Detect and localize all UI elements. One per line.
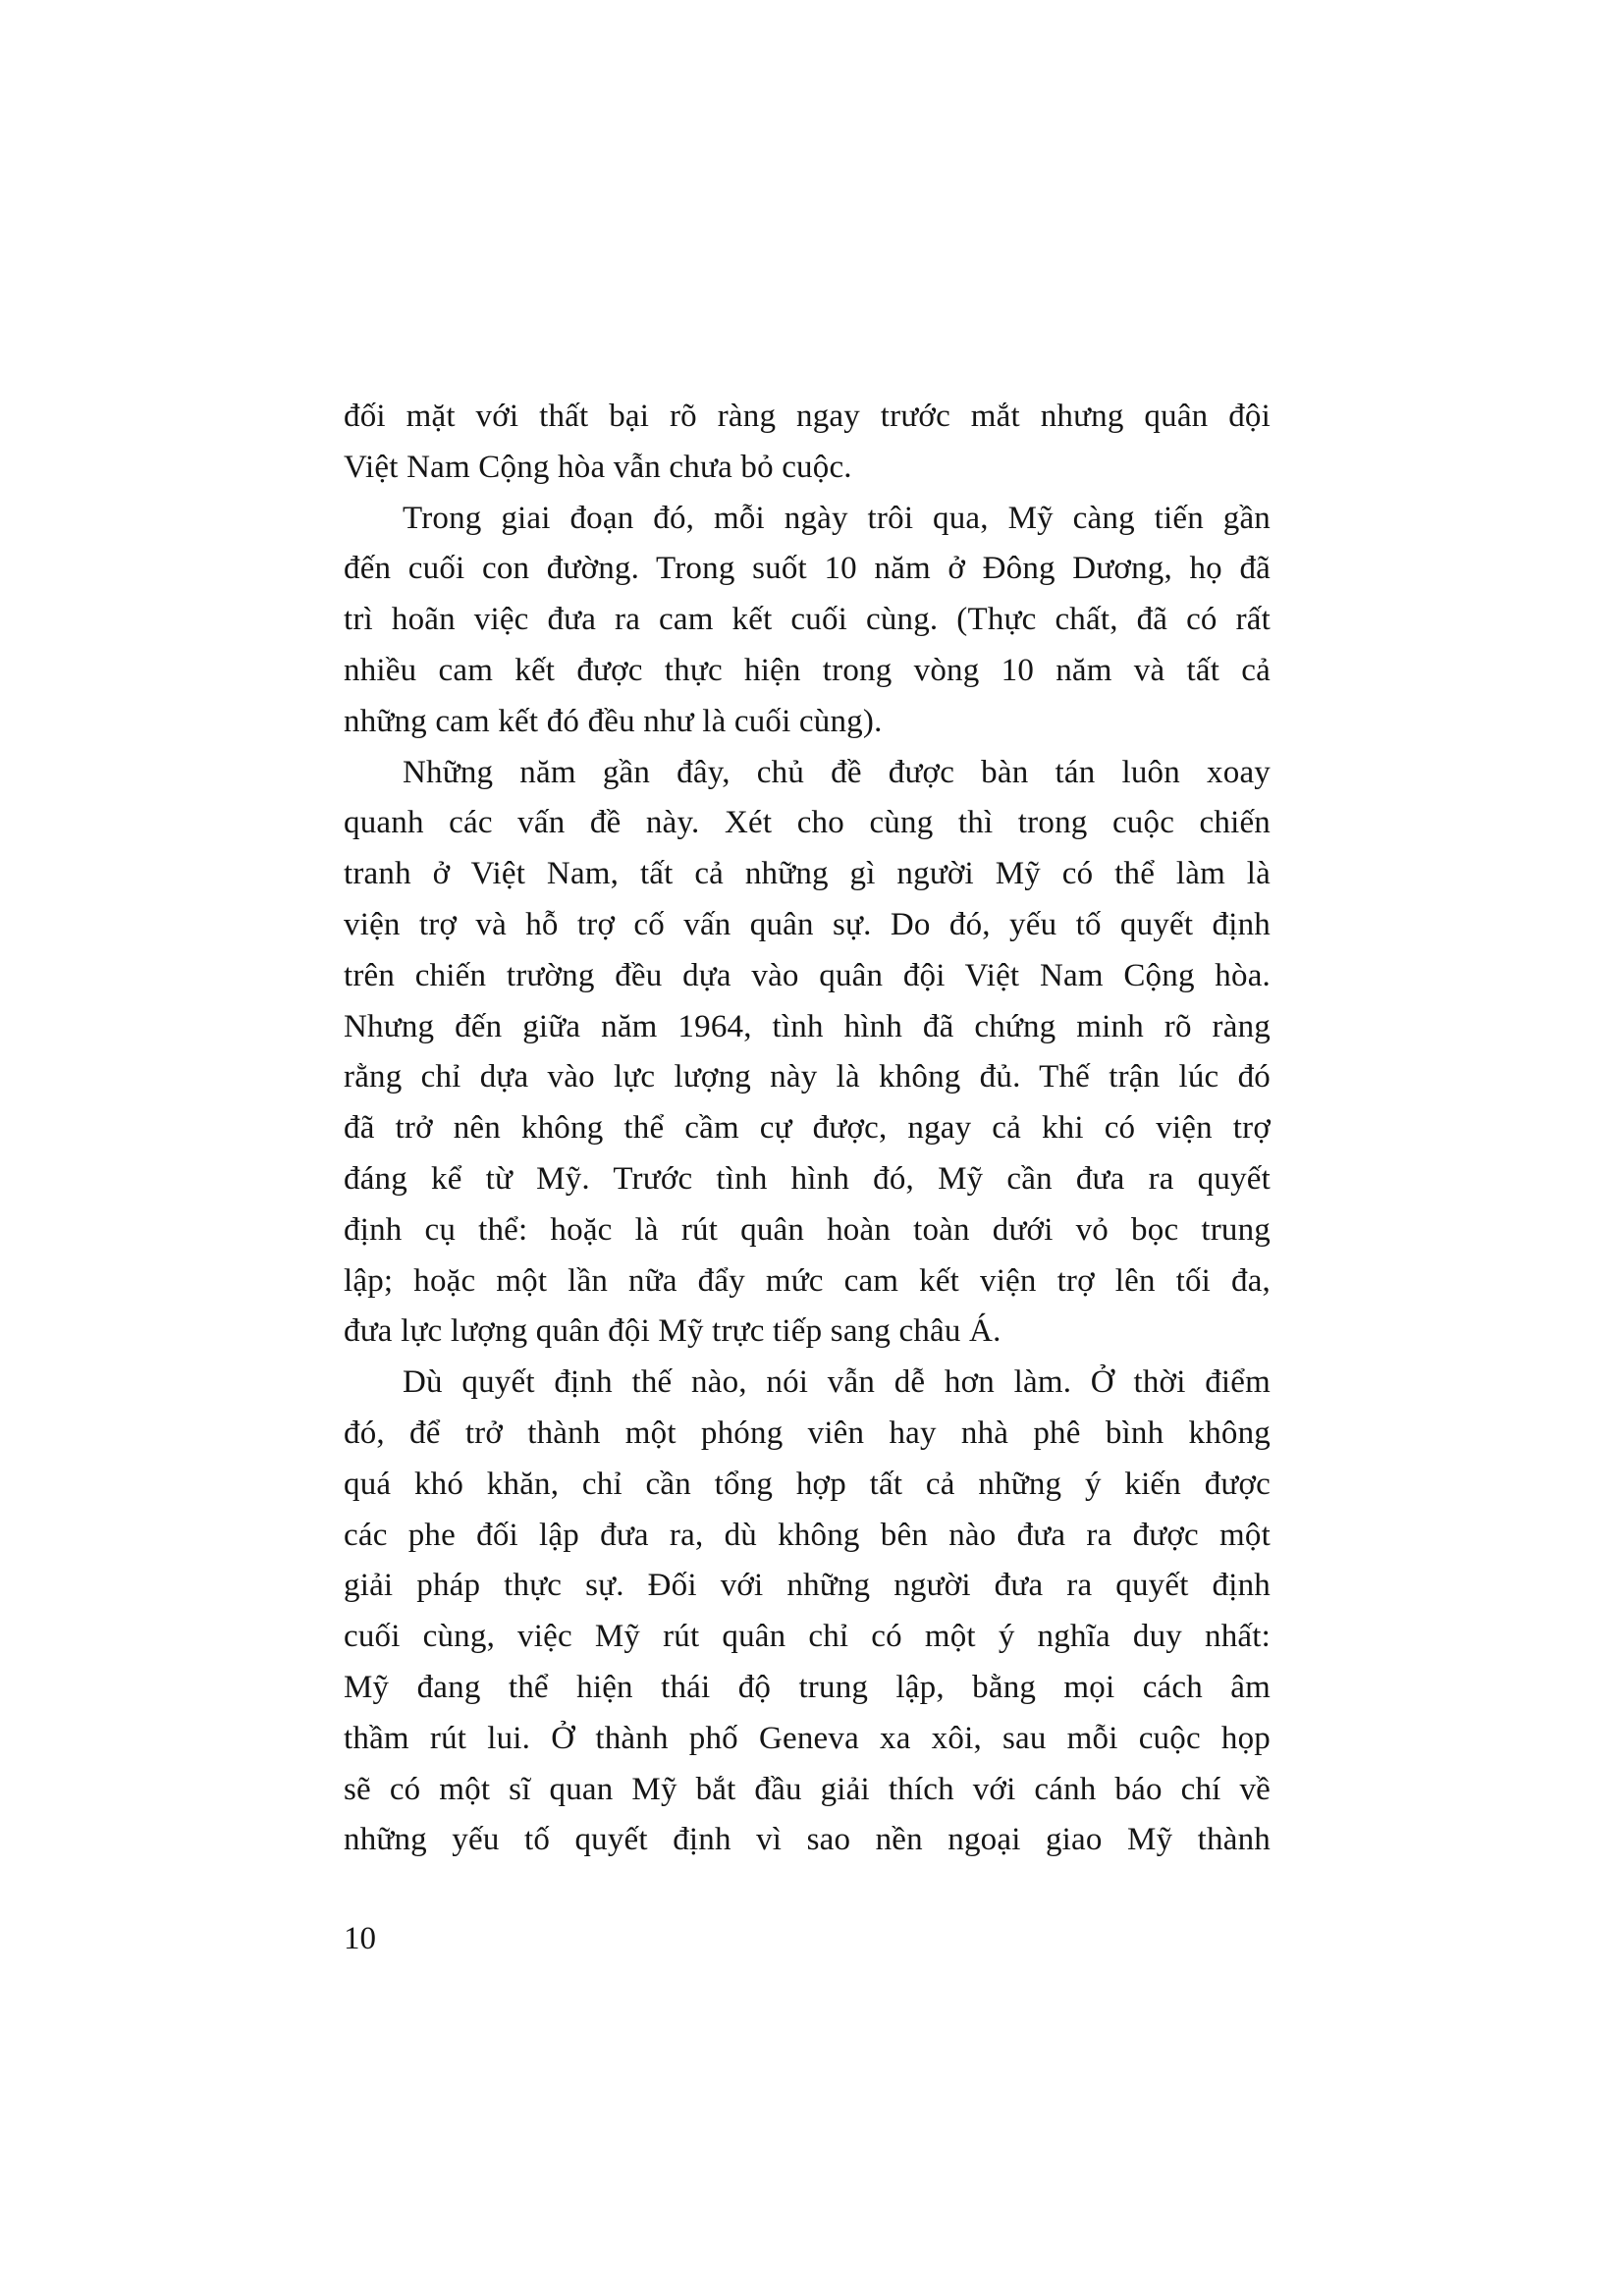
body-text: [344, 392, 1271, 1866]
text-line: viện trợ và hỗ trợ cố vấn quân sự. Do đó, yếu tố quyết định: [344, 906, 1271, 942]
text-line: lập; hoặc một lần nữa đẩy mức cam kết viện trợ lên tối đa,: [344, 1262, 1271, 1299]
text-line: rằng chỉ dựa vào lực lượng này là không đủ. Thế trận lúc đó: [344, 1059, 1271, 1095]
text-line: Trong giai đoạn đó, mỗi ngày trôi qua, Mỹ càng tiến gần: [403, 500, 1271, 536]
paragraph: [344, 392, 1271, 494]
text-line: đã trở nên không thể cầm cự được, ngay cả khi có viện trợ: [344, 1110, 1271, 1147]
text-line: đưa lực lượng quân đội Mỹ trực tiếp sang châu Á.: [344, 1313, 1001, 1350]
text-line: Nhưng đến giữa năm 1964, tình hình đã chứng minh rõ ràng: [344, 1008, 1271, 1044]
text-line: quá khó khăn, chỉ cần tổng hợp tất cả những ý kiến được: [344, 1466, 1271, 1502]
text-line: Những năm gần đây, chủ đề được bàn tán luôn xoay: [403, 754, 1271, 790]
paragraph: [344, 748, 1271, 1359]
text-line: giải pháp thực sự. Đối với những người đưa ra quyết định: [344, 1568, 1271, 1604]
text-line: những cam kết đó đều như là cuối cùng).: [344, 703, 883, 739]
text-line: nhiều cam kết được thực hiện trong vòng 10 năm và tất cả: [344, 652, 1271, 688]
page-number: 10: [344, 1921, 376, 1956]
text-line: cuối cùng, việc Mỹ rút quân chỉ có một ý nghĩa duy nhất:: [344, 1619, 1271, 1655]
text-line: quanh các vấn đề này. Xét cho cùng thì trong cuộc chiến: [344, 805, 1271, 841]
text-line: đáng kể từ Mỹ. Trước tình hình đó, Mỹ cần đưa ra quyết: [344, 1160, 1271, 1197]
text-line: những yếu tố quyết định vì sao nền ngoại giao Mỹ thành: [344, 1822, 1271, 1858]
text-line: thầm rút lui. Ở thành phố Geneva xa xôi, sau mỗi cuộc họp: [344, 1720, 1271, 1756]
text-line: Mỹ đang thể hiện thái độ trung lập, bằng mọi cách âm: [344, 1669, 1271, 1705]
text-line: Dù quyết định thế nào, nói vẫn dễ hơn làm. Ở thời điểm: [403, 1364, 1271, 1401]
paragraph: [344, 494, 1271, 748]
text-line: đối mặt với thất bại rõ ràng ngay trước mắt nhưng quân đội: [344, 399, 1271, 434]
text-line: định cụ thể: hoặc là rút quân hoàn toàn dưới vỏ bọc trung: [344, 1211, 1271, 1248]
text-line: Việt Nam Cộng hòa vẫn chưa bỏ cuộc.: [344, 449, 852, 485]
text-line: các phe đối lập đưa ra, dù không bên nào đưa ra được một: [344, 1517, 1271, 1553]
text-line: sẽ có một sĩ quan Mỹ bắt đầu giải thích với cánh báo chí về: [344, 1771, 1271, 1807]
paragraph: [344, 1358, 1271, 1866]
text-line: đến cuối con đường. Trong suốt 10 năm ở Đông Dương, họ đã: [344, 551, 1271, 587]
text-line: trên chiến trường đều dựa vào quân đội Việt Nam Cộng hòa.: [344, 957, 1271, 993]
text-line: tranh ở Việt Nam, tất cả những gì người Mỹ có thể làm là: [344, 856, 1271, 892]
text-line: đó, để trở thành một phóng viên hay nhà phê bình không: [344, 1415, 1271, 1451]
text-line: trì hoãn việc đưa ra cam kết cuối cùng. (Thực chất, đã có rất: [344, 602, 1271, 638]
